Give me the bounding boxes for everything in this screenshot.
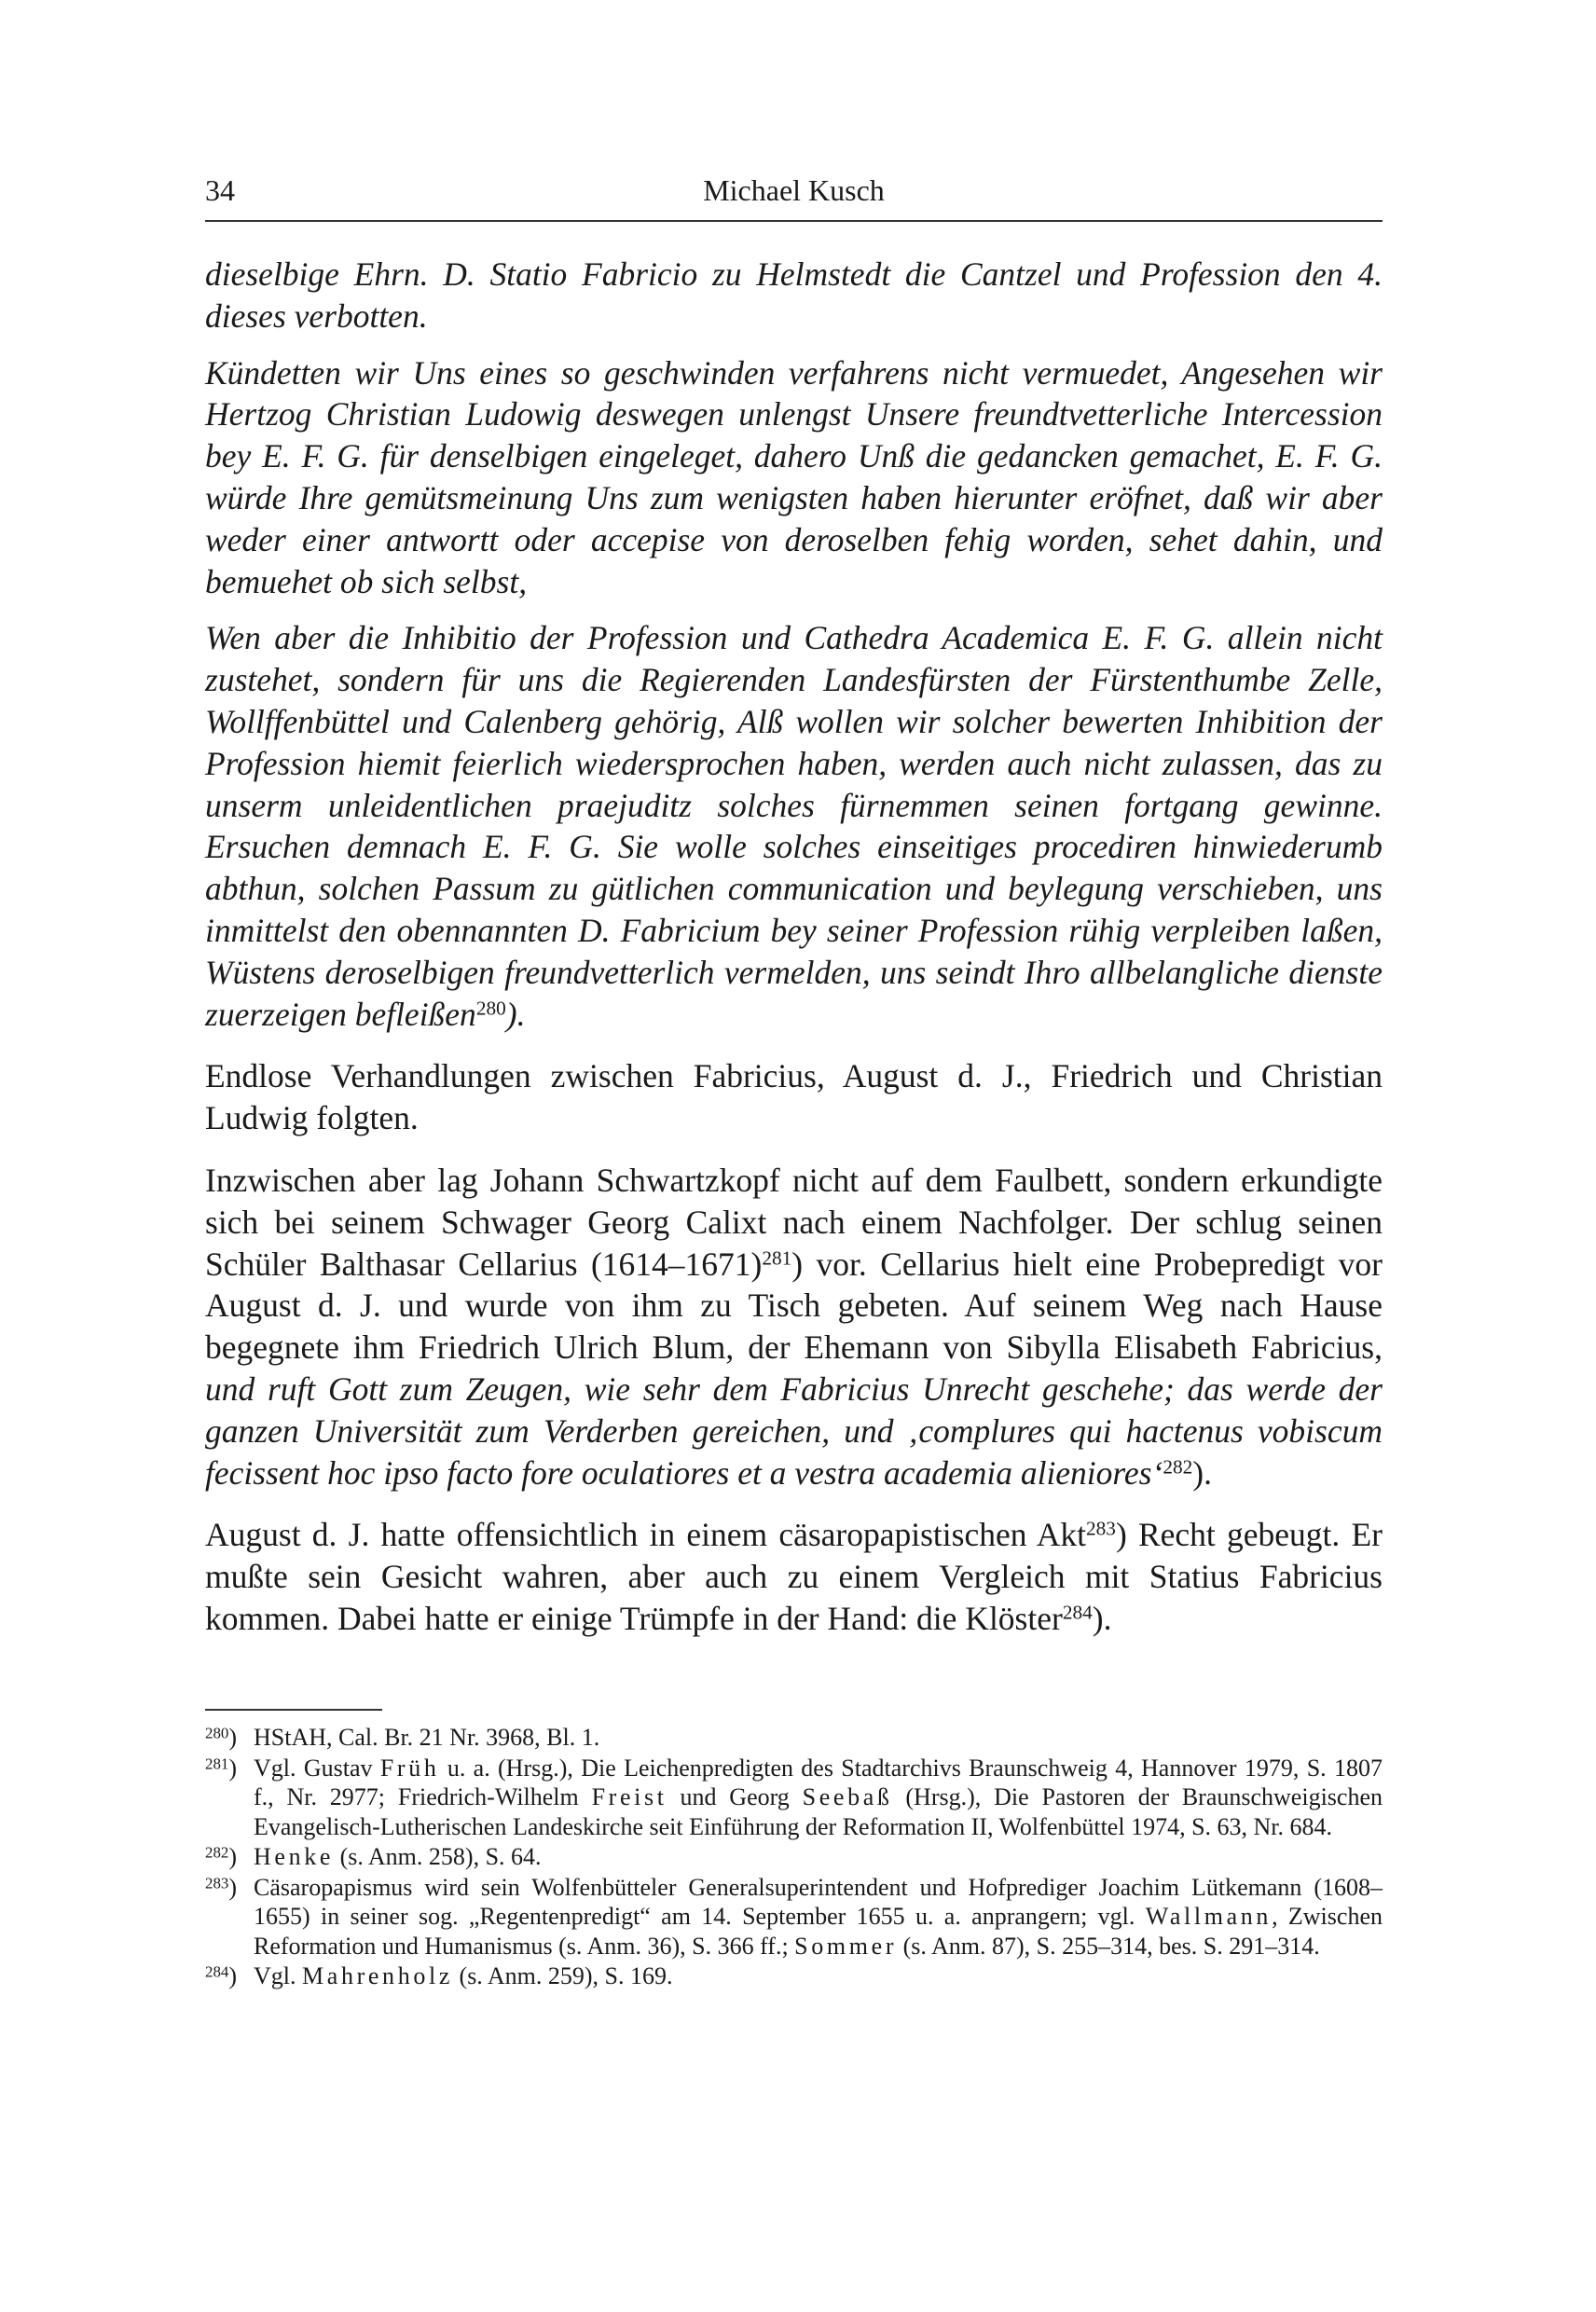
footnote-number: $^{284}$)	[205, 1962, 238, 1989]
footnote-text: Vgl. Gustav Früh u. a. (Hrsg.), Die Leichenpredigten des Stadtarchivs Braunschweig 4, Hannover 1979, S. 1807 f., Nr. 2977; Friedrich-Wilhelm Freist und Georg Seebaß (Hrsg.), Die Pastoren der Braunschweigischen Evangelisch-Lutherischen Landeskirche seit Einführung der Reformation II, Wolfenbüttel 1974, S. 63, Nr. 684.	[254, 1754, 1383, 1840]
header-rule	[205, 220, 1383, 222]
author-name: Henke	[254, 1843, 335, 1870]
body-paragraph	[205, 1160, 1383, 1493]
footnote-text: Henke (s. Anm. 258), S. 64.	[254, 1843, 542, 1870]
body-text: ) Recht gebeugt. Er mußte sein Gesicht wahren, aber auch zu einem Vergleich mit Statius Fabricius kommen. Dabei hatte er einige Trümpfe in der Hand: die Klöster	[205, 1516, 1383, 1637]
body-paragraph: Endlose Verhandlungen zwischen Fabricius, August d. J., Friedrich und Christian Ludwig folgten.	[205, 1057, 1383, 1137]
quote-paragraph	[205, 617, 1383, 1035]
footnote-ref: 283	[1085, 1517, 1116, 1540]
body-text: ).	[1092, 1599, 1112, 1637]
author-name: Seebaß	[802, 1783, 893, 1810]
footnote-ref: 280	[475, 996, 506, 1019]
footnote-number: $^{281}$)	[205, 1754, 238, 1782]
body-text: ).	[1192, 1453, 1212, 1492]
quoted-text: und ruft Gott zum Zeugen, wie sehr dem Fabricius Unrecht geschehe; das werde der ganzen Universität zum Verderben gereichen, und ‚complures qui hactenus vobiscum fecissent hoc ipso facto fore oculatiores et a vestra academia alieniores‘	[205, 1369, 1383, 1492]
footnote-text: Vgl. Mahrenholz (s. Anm. 259), S. 169.	[254, 1962, 673, 1989]
footnote-ref: 282	[1163, 1454, 1193, 1478]
footnote-281	[205, 1754, 1383, 1842]
footnote-number: $^{282}$)	[205, 1843, 238, 1870]
page-header	[205, 168, 1383, 214]
author-name: Früh	[379, 1754, 440, 1782]
page-number: 34	[205, 173, 235, 207]
author-name: Wallmann	[1145, 1903, 1273, 1930]
body-paragraph	[205, 1514, 1383, 1639]
author-name: Mahrenholz	[302, 1962, 454, 1989]
footnote-282	[205, 1842, 1383, 1872]
footnote-number: $^{280}$)	[205, 1724, 238, 1751]
quote-paragraph: Kündetten wir Uns eines so geschwinden verfahrens nicht vermuedet, Angesehen wir Hertzog Christian Ludowig deswegen unlengst Unsere freundtvetterliche Intercession bey E. F. G. für denselbigen eingeleget, dahero Unß die gedancken gemachet, E. F. G. würde Ihre gemütsmeinung Uns zum wenigsten haben hierunter eröfnet, daß wir aber weder einer antwortt oder accepise von deroselben fehig worden, sehet dahin, und bemuehet ob sich selbst,	[205, 353, 1383, 600]
body-text: Inzwischen aber lag Johann Schwartzkopf nicht auf dem Faulbett, sondern erkundigte sich bei seinem Schwager Georg Calixt nach einem Nachfolger. Der schlug seinen Schüler Balthasar Cellarius (1614–1671)	[205, 1161, 1383, 1283]
footnotes	[205, 1723, 1383, 1992]
body-text: ) vor. Cellarius hielt eine Probepredigt vor August d. J. und wurde von ihm zu Tisch gebeten. Auf seinem Weg nach Hause begegnete ihm Friedrich Ulrich Blum, der Ehemann von Sibylla Elisabeth Fabricius,	[205, 1245, 1383, 1367]
footnote-text: HStAH, Cal. Br. 21 Nr. 3968, Bl. 1.	[254, 1724, 600, 1751]
block-quote	[205, 254, 1383, 1035]
body-text: August d. J. hatte offensichtlich in einem cäsaropapistischen Akt	[205, 1516, 1086, 1554]
quote-paragraph: dieselbige Ehrn. D. Statio Fabricio zu Helmstedt die Cantzel und Profession den 4. dieses verbotten.	[205, 255, 1383, 335]
footnote-number: $^{283}$)	[205, 1873, 238, 1901]
footnote-280	[205, 1723, 1383, 1753]
running-head: Michael Kusch	[703, 173, 885, 207]
footnote-283	[205, 1873, 1383, 1961]
author-name: Sommer	[794, 1932, 898, 1960]
quote-text: ).	[505, 995, 526, 1033]
quote-text: Wen aber die Inhibitio der Profession und Cathedra Academica E. F. G. allein nicht zustehet, sondern für uns die Regierenden Landesfürsten der Fürstenthumbe Zelle, Wollffenbüttel und Calenberg gehörig, Alß wollen wir solcher bewerten Inhibition der Profession hiemit feierlich wiedersprochen haben, werden auch nicht zulassen, das zu unserm unleidentlichen praejuditz solches fürnemmen seinen fortgang gewinne. Ersuchen demnach E. F. G. Sie wolle solches einseitiges procediren hinwiederumb abthun, solchen Passum zu gütlichen communication und beylegung verschieben, uns inmittelst den obennannten D. Fabricium bey seiner Profession rühig verpleiben laßen, Wüstens deroselbigen freundvetterlich vermelden, uns seindt Ihro allbelangliche dienste zuerzeigen befleißen	[205, 619, 1383, 1033]
footnote-ref: 281	[762, 1245, 792, 1269]
footnote-ref: 284	[1062, 1601, 1093, 1624]
footnote-text: Cäsaropapismus wird sein Wolfenbütteler Generalsuperintendent und Hofprediger Joachim Lütkemann (1608–1655) in seiner sog. „Regentenpredigt“ am 14. September 1655 u. a. anprangern; vgl. Wallmann, Zwischen Reformation und Humanismus (s. Anm. 36), S. 366 ff.; Sommer (s. Anm. 87), S. 255–314, bes. S. 291–314.	[254, 1873, 1383, 1960]
footnote-rule	[205, 1709, 382, 1711]
main-text	[205, 254, 1383, 1640]
footnote-284	[205, 1961, 1383, 1991]
author-name: Freist	[591, 1783, 667, 1810]
